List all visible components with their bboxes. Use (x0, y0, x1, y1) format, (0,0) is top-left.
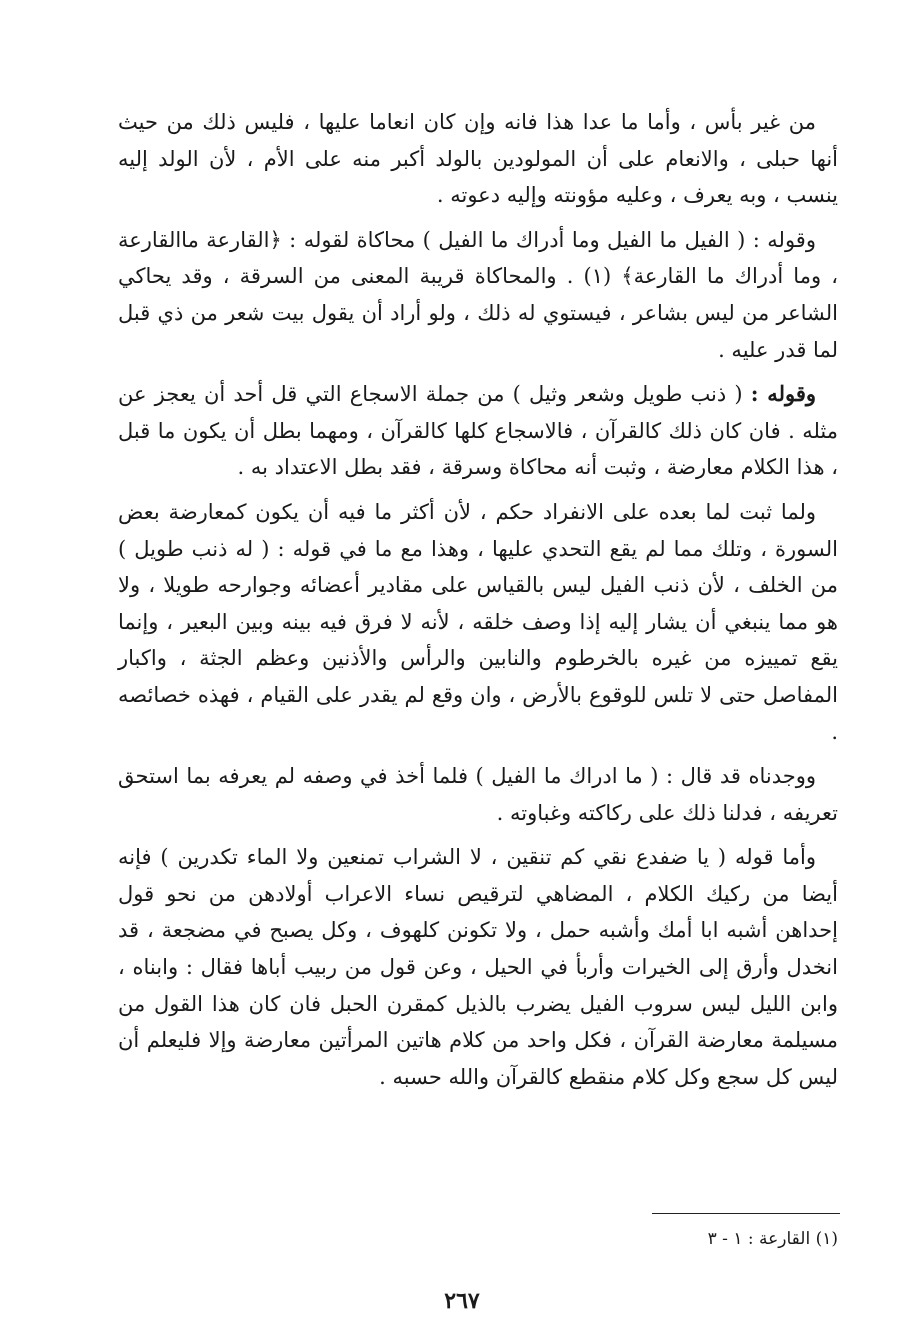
page-body (118, 104, 838, 1103)
paragraph-1 (118, 104, 838, 214)
paragraph-5 (118, 758, 838, 831)
paragraph-6-text: وأما قوله ( يا ضفدع نقي كم تنقين ، لا الشراب تمنعين ولا الماء تكدرين ) فإنه أيضا من ركيك الكلام ، المضاهي لترقيص نساء الاعراب أولادهن من نحو قول إحداهن أشبه ابا أمك وأشبه حمل ، ولا تكونن كلهوف ، وكل يصبح في مضجعة ، قد انخدل وأرق إلى الخيرات وأربأ في الحيل ، وعن قول من ربيب أباها فقال : وابناه ، وابن الليل ليس سروب الفيل يضرب بالذيل كمقرن الحبل فان كان هذا القول من مسيلمة معارضة القرآن ، فكل واحد من كلام هاتين المرأتين معارضة وإلا فليعلم أن ليس كل سجع وكل كلام منقطع كالقرآن والله حسبه . (118, 845, 838, 1089)
paragraph-5-text: ووجدناه قد قال : ( ما ادراك ما الفيل ) فلما أخذ في وصفه لم يعرفه بما استحق تعريفه ، فدلنا ذلك على ركاكته وغباوته . (118, 764, 838, 825)
paragraph-3 (118, 376, 838, 486)
footnote: (١) القارعة : ١ - ٣ (707, 1229, 838, 1249)
footnote-divider (652, 1213, 840, 1214)
paragraph-4-text: ولما ثبت لما بعده على الانفراد حكم ، لأن أكثر ما فيه أن يكون كمعارضة بعض السورة ، وتلك مما لم يقع التحدي عليها ، وهذا مع ما في قوله : ( له ذنب طويل ) من الخلف ، لأن ذنب الفيل ليس بالقياس على مقادير أعضائه وجوارحه طويلا ، ولا هو مما ينبغي أن يشار إليه إذا وصف خلقه ، لأنه لا فرق فيه بينه وبين البعير ، وإنما يقع تمييزه من غيره بالخرطوم والنابين والرأس والأذنين وعظم الجثة ، واكبار المفاصل حتى لا تلس للوقوع بالأرض ، وان وقع لم يقدر على القيام ، فهذه خصائصه . (118, 499, 838, 744)
paragraph-6 (118, 839, 838, 1095)
paragraph-2 (118, 222, 838, 368)
paragraph-1-text: من غير بأس ، وأما ما عدا هذا فانه وإن كان انعاما عليها ، فليس ذلك من حيث أنها حبلى ، والانعام على أن المولودين بالولد أكبر منه على الأم ، لأن الولد إليه ينسب ، وبه يعرف ، وعليه مؤونته وإليه دعوته . (118, 110, 838, 208)
paragraph-2-text: وقوله : ( الفيل ما الفيل وما أدراك ما الفيل ) محاكاة لقوله : ﴿القارعة ماالقارعة ، وما أدراك ما القارعة﴾ (١) . والمحاكاة قريبة المعنى من السرقة ، وقد يحاكي الشاعر من ليس بشاعر ، فيستوي له ذلك ، ولو أراد أن يقول بيت شعر من ذي قبل لما قدر عليه . (118, 227, 839, 362)
paragraph-3-text: ( ذنب طويل وشعر وثيل ) من جملة الاسجاع التي قل أحد أن يعجز عن مثله . فان كان ذلك كالقرآن ، فالاسجاع كلها كالقرآن ، ومهما بطل أن يكون ما قبل ، هذا الكلام معارضة ، وثبت أنه محاكاة وسرقة ، فقد بطل الاعتداد به . (118, 382, 838, 480)
page-number: ٢٦٧ (444, 1288, 480, 1314)
paragraph-3-lead: وقوله : (750, 381, 816, 407)
paragraph-4 (118, 494, 838, 750)
